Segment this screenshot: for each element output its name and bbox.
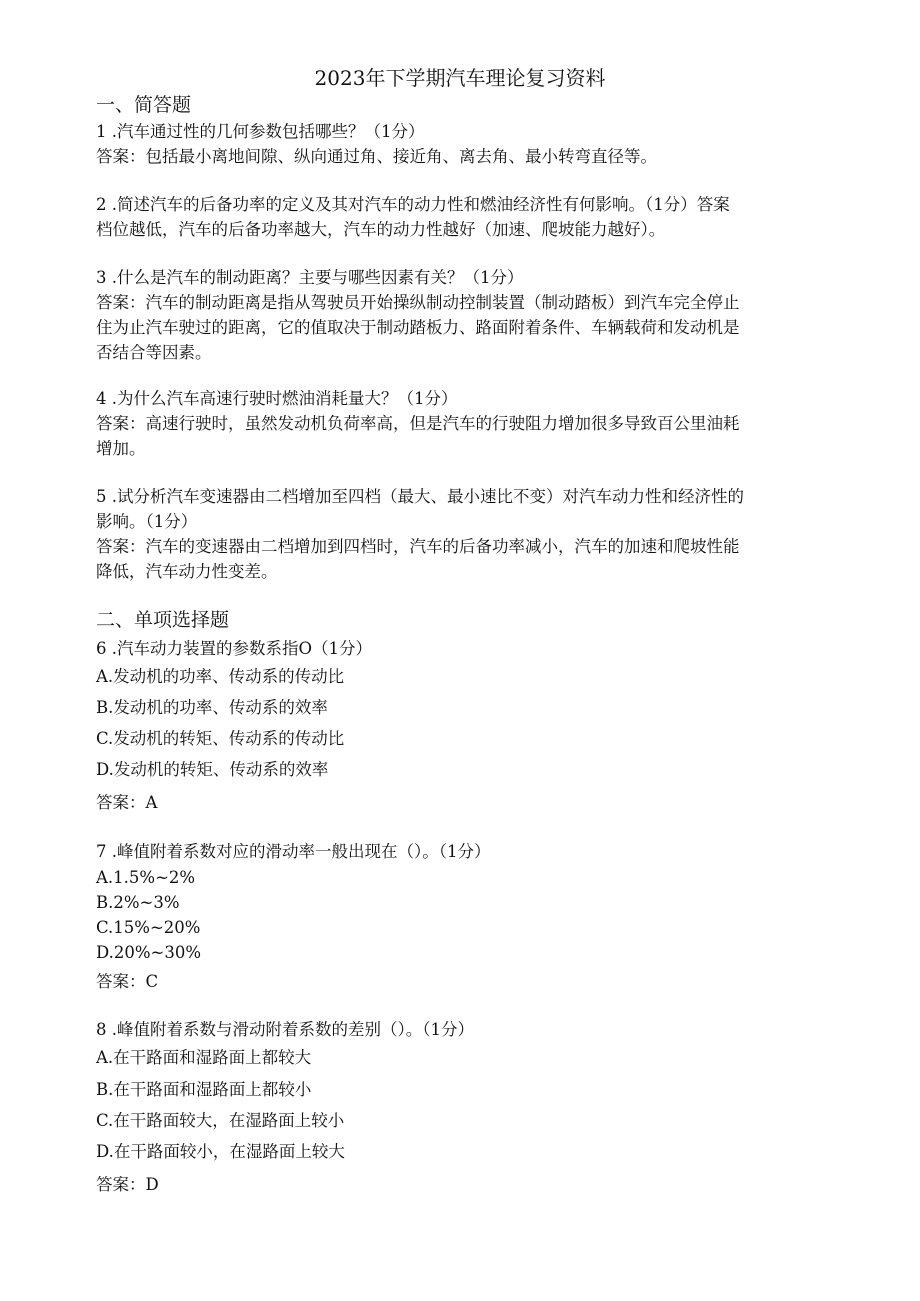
q5-question-line: 影响。（1分）	[96, 512, 198, 531]
q7-option-b: B.2%~3%	[96, 893, 180, 912]
q8-option-b: B.在干路面和湿路面上都较小	[96, 1080, 312, 1099]
q6-option-a: A.发动机的功率、传动系的传动比	[96, 667, 345, 686]
q6-option-b: B.发动机的功率、传动系的效率	[96, 698, 328, 717]
q8-option-a: A.在干路面和湿路面上都较大	[96, 1048, 312, 1067]
q7-option-d: D.20%~30%	[96, 943, 202, 962]
q7-question: 7 .峰值附着系数对应的滑动率一般出现在（）。（1分）	[96, 842, 491, 861]
q6-answer: 答案：A	[96, 793, 158, 812]
q6-option-c: C.发动机的转矩、传动系的传动比	[96, 729, 345, 748]
q3-answer-line: 否结合等因素。	[96, 343, 212, 362]
q2-line-2: 档位越低，汽车的后备功率越大，汽车的动力性越好（加速、爬坡能力越好）。	[96, 220, 666, 239]
q8-question: 8 .峰值附着系数与滑动附着系数的差别（）。（1分）	[96, 1020, 474, 1039]
q1-answer: 答案：包括最小离地间隙、纵向通过角、接近角、离去角、最小转弯直径等。	[96, 147, 657, 166]
q8-answer: 答案：D	[96, 1175, 159, 1194]
q6-question: 6 .汽车动力装置的参数系指O（1分）	[96, 639, 373, 658]
q4-answer-line: 答案：高速行驶时，虽然发动机负荷率高，但是汽车的行驶阻力增加很多导致百公里油耗	[96, 414, 740, 433]
q5-question-line: 5 .试分析汽车变速器由二档增加至四档（最大、最小速比不变）对汽车动力性和经济性的	[96, 487, 744, 506]
q3-answer-line: 住为止汽车驶过的距离，它的值取决于制动踏板力、路面附着条件、车辆载荷和发动机是	[96, 318, 740, 337]
q8-option-c: C.在干路面较大，在湿路面上较小	[96, 1111, 345, 1130]
q3-question: 3 .什么是汽车的制动距离？主要与哪些因素有关？（1分）	[96, 268, 524, 287]
q7-option-c: C.15%~20%	[96, 918, 201, 937]
q1-question: 1 .汽车通过性的几何参数包括哪些？（1分）	[96, 122, 425, 141]
section-heading-short-answer: 一、简答题	[96, 94, 192, 116]
q7-option-a: A.1.5%~2%	[96, 868, 196, 887]
q8-option-d: D.在干路面较小，在湿路面上较大	[96, 1142, 345, 1161]
q3-answer-line: 答案：汽车的制动距离是指从驾驶员开始操纵制动控制装置（制动踏板）到汽车完全停止	[96, 293, 740, 312]
q5-answer-line: 答案：汽车的变速器由二档增加到四档时，汽车的后备功率减小，汽车的加速和爬坡性能	[96, 537, 740, 556]
page-title: 2023年下学期汽车理论复习资料	[314, 66, 606, 90]
q7-answer: 答案：C	[96, 972, 159, 991]
q2-line-1: 2 .简述汽车的后备功率的定义及其对汽车的动力性和燃油经济性有何影响。（1分）答案	[96, 195, 730, 214]
q5-answer-line: 降低，汽车动力性变差。	[96, 562, 278, 581]
q4-answer-line: 增加。	[96, 439, 146, 458]
q6-option-d: D.发动机的转矩、传动系的效率	[96, 760, 329, 779]
section-heading-single-choice: 二、单项选择题	[96, 609, 230, 631]
q4-question: 4 .为什么汽车高速行驶时燃油消耗量大？（1分）	[96, 389, 458, 408]
